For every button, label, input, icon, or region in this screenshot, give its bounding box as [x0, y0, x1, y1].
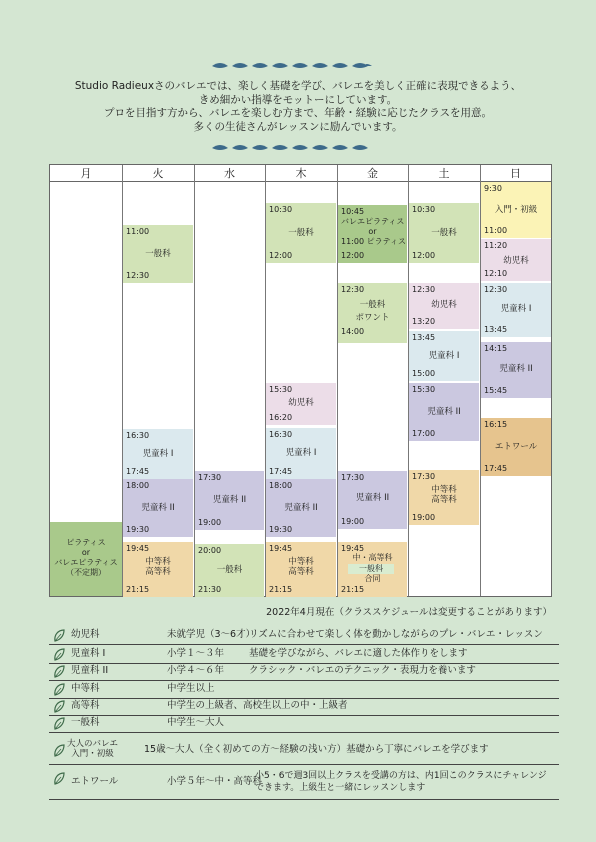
class-name: 中等科 高等科	[431, 485, 457, 505]
schedule-grid	[49, 164, 552, 597]
legend-row	[49, 700, 569, 714]
intro-line-4: 多くの生徒さんがレッスンに励んでいます。	[193, 120, 403, 133]
start-time: 18:00	[269, 481, 293, 490]
class-name: 一般科	[145, 249, 171, 259]
end-time: 21:15	[126, 585, 150, 594]
class-block-thu-3	[266, 428, 336, 479]
legend-name: 幼児科	[71, 629, 100, 640]
legend-age: 小学１〜３年	[167, 648, 225, 659]
legend-name: 中等科	[71, 683, 100, 694]
legend-row	[49, 665, 569, 679]
start-time: 13:45	[412, 333, 436, 342]
class-name-3: 合同	[364, 574, 381, 583]
class-name: 一般科	[216, 565, 243, 575]
class-block-thu-1	[266, 203, 336, 263]
start-time: 15:30	[269, 385, 293, 394]
end-time: 14:00	[341, 327, 365, 336]
class-block-mon-pilates	[50, 522, 122, 596]
mid-time: 11:00	[341, 237, 365, 246]
class-block-wed-1	[195, 471, 264, 530]
start-time: 20:00	[198, 546, 222, 555]
class-block-tue-2	[123, 429, 193, 479]
end-time: 21:30	[198, 585, 222, 594]
end-time: 15:45	[484, 386, 508, 395]
start-time: 14:15	[484, 344, 508, 353]
legend-name: 児童科 II	[71, 665, 109, 676]
class-block-fri-1	[338, 205, 407, 263]
day-header-fri: 金	[337, 165, 408, 182]
intro-line-2: きめ細かい指導をモットーにしています。	[198, 93, 398, 106]
class-block-sun-5	[481, 418, 551, 476]
legend-name: 高等科	[71, 700, 100, 711]
intro-text	[0, 80, 596, 134]
day-header-mon: 月	[50, 165, 122, 182]
class-block-thu-2	[266, 383, 336, 425]
class-name: 幼児科	[503, 256, 529, 266]
end-time: 21:15	[269, 585, 293, 594]
start-time: 19:45	[126, 544, 150, 553]
start-time: 17:30	[198, 473, 222, 482]
legend-row	[49, 648, 569, 662]
class-name: 児童科 II	[212, 495, 247, 505]
start-time: 16:30	[269, 430, 293, 439]
class-block-tue-3	[123, 479, 193, 537]
legend-name: 大人のバレエ 入門・初級	[67, 739, 119, 759]
column-divider	[265, 165, 266, 596]
start-time: 12:30	[484, 285, 508, 294]
end-time: 19:30	[126, 525, 150, 534]
legend-divider	[49, 764, 559, 765]
legend-row	[49, 717, 569, 731]
class-name: 児童科 II	[141, 503, 175, 513]
class-name: 児童科 II	[284, 503, 318, 513]
class-name: 中等科 高等科	[145, 557, 171, 577]
start-time: 17:30	[412, 472, 436, 481]
end-time: 12:30	[126, 271, 150, 280]
legend-age: 中学生〜大人	[167, 717, 225, 728]
legend-age: 中学生の上級者、高校生以上の中・上級者	[167, 700, 348, 711]
legend-row	[49, 772, 569, 798]
legend-divider	[49, 715, 559, 716]
class-name: 児童科 I	[500, 304, 532, 314]
class-block-sun-4	[481, 342, 551, 398]
class-name: 中・高等科	[352, 553, 393, 562]
end-time: 12:00	[341, 251, 365, 260]
class-block-sat-4	[409, 383, 479, 441]
as-of-note: 2022年4月現在（クラススケジュールは変更することがあります）	[266, 607, 552, 618]
or-label: or	[368, 227, 377, 236]
class-block-wed-2	[195, 544, 264, 597]
end-time: 12:00	[269, 251, 293, 260]
legend-name: 児童科 I	[71, 648, 106, 659]
class-name: 中等科 高等科	[288, 557, 314, 577]
end-time: 16:20	[269, 413, 293, 422]
start-time: 19:45	[341, 544, 365, 553]
start-time: 12:30	[341, 285, 365, 294]
class-block-tue-1	[123, 225, 193, 283]
class-block-sun-3	[481, 283, 551, 337]
intro-line-1: Studio Radieuxさのバレエでは、楽しく基礎を学び、バレエを美しく正確に表現できるよう、	[74, 80, 522, 92]
day-header-sat: 土	[408, 165, 480, 182]
end-time: 12:10	[484, 269, 508, 278]
start-time: 10:30	[269, 205, 293, 214]
class-name: 児童科 II	[427, 407, 461, 417]
class-name: バレエピラティス	[341, 217, 405, 226]
legend-row	[49, 739, 569, 763]
class-name-2: 一般科	[348, 564, 394, 574]
class-block-tue-4	[123, 542, 193, 597]
class-name: 幼児科	[288, 398, 314, 408]
legend-age: 中学生以上	[167, 683, 215, 694]
end-time: 19:30	[269, 525, 293, 534]
class-name: 一般科	[431, 228, 457, 238]
class-block-fri-4	[338, 542, 407, 597]
end-time: 19:00	[198, 518, 222, 527]
legend-description: クラシック・バレエのテクニック・表現力を養います	[249, 665, 476, 676]
start-time: 16:30	[126, 431, 150, 440]
legend-divider	[49, 799, 559, 800]
start-time: 10:30	[412, 205, 436, 214]
legend-name: 一般科	[71, 717, 100, 728]
legend-description: 基礎を学びながら、バレエに適した体作りをします	[249, 648, 468, 659]
column-divider	[480, 165, 481, 596]
class-block-fri-2	[338, 283, 407, 343]
start-time: 10:45	[341, 207, 365, 216]
day-header-tue: 火	[122, 165, 194, 182]
start-time: 15:30	[412, 385, 436, 394]
legend-divider	[49, 680, 559, 681]
class-name-2: ピラティス	[366, 237, 406, 246]
start-time: 9:30	[484, 184, 502, 193]
class-name: エトワール	[494, 442, 538, 452]
end-time: 13:45	[484, 325, 508, 334]
start-time: 16:15	[484, 420, 508, 429]
legend-description: リズムに合わせて楽しく体を動かしながらのプレ・バレエ・レッスン	[249, 629, 543, 640]
legend-divider	[49, 732, 559, 733]
start-time: 17:30	[341, 473, 365, 482]
legend-divider	[49, 644, 559, 645]
end-time: 11:00	[484, 226, 508, 235]
class-block-sun-2	[481, 239, 551, 281]
end-time: 17:45	[484, 464, 508, 473]
class-name: 一般科	[288, 228, 314, 238]
legend-divider	[49, 663, 559, 664]
column-divider	[337, 165, 338, 596]
legend-description: 小5・6で週3回以上クラスを受講の方は、内1回このクラスにチャレンジ できます。上級生と一緒にレッスンします	[255, 771, 547, 793]
class-block-sat-5	[409, 470, 479, 525]
class-block-sun-1	[481, 182, 551, 238]
start-time: 11:20	[484, 241, 508, 250]
class-name: ピラティス or バレエピラティス （不定期）	[54, 538, 118, 577]
start-time: 11:00	[126, 227, 150, 236]
top-ornament	[0, 60, 596, 72]
day-header-wed: 水	[194, 165, 265, 182]
end-time: 17:00	[412, 429, 436, 438]
legend-age: 小学４〜６年	[167, 665, 225, 676]
leaf-icon	[53, 772, 65, 789]
end-time: 19:00	[341, 517, 365, 526]
legend-row	[49, 629, 569, 643]
class-name: 入門・初級	[494, 205, 538, 215]
end-time: 21:15	[341, 585, 365, 594]
class-name: 児童科 II	[355, 493, 390, 503]
column-divider	[194, 165, 195, 596]
legend-row	[49, 683, 569, 697]
class-block-thu-4	[266, 479, 336, 537]
start-time: 19:45	[269, 544, 293, 553]
day-header-sun: 日	[480, 165, 551, 182]
class-name: 児童科 I	[285, 448, 317, 458]
class-name: 児童科 I	[142, 449, 174, 459]
legend-divider	[49, 698, 559, 699]
legend-age: 15歳〜大人（全く初めての方〜経験の浅い方）基礎から丁寧にバレエを学びます	[144, 744, 489, 755]
class-name: 一般科 ポワント	[355, 300, 390, 323]
end-time: 17:45	[269, 467, 293, 476]
end-time: 13:20	[412, 317, 436, 326]
bottom-ornament	[0, 142, 596, 154]
end-time: 17:45	[126, 467, 150, 476]
class-name: 幼児科	[431, 300, 457, 310]
column-divider	[122, 165, 123, 596]
class-name: 児童科 I	[428, 351, 460, 361]
intro-line-3: プロを目指す方から、バレエを楽しむ方まで、年齢・経験に応じたクラスを用意。	[104, 107, 492, 119]
legend-age: 未就学児（3〜6才）	[167, 629, 256, 640]
end-time: 12:00	[412, 251, 436, 260]
class-name: 児童科 II	[499, 364, 533, 374]
day-header-thu: 木	[265, 165, 337, 182]
class-block-fri-3	[338, 471, 407, 529]
end-time: 15:00	[412, 369, 436, 378]
end-time: 19:00	[412, 513, 436, 522]
leaf-icon	[53, 744, 65, 761]
class-block-sat-1	[409, 203, 479, 263]
class-block-sat-2	[409, 283, 479, 329]
legend-name: エトワール	[71, 776, 119, 787]
start-time: 18:00	[126, 481, 150, 490]
class-block-thu-5	[266, 542, 336, 597]
class-block-sat-3	[409, 331, 479, 381]
legend-age: 小学５年〜中・高等科	[167, 776, 263, 787]
column-divider	[408, 165, 409, 596]
start-time: 12:30	[412, 285, 436, 294]
